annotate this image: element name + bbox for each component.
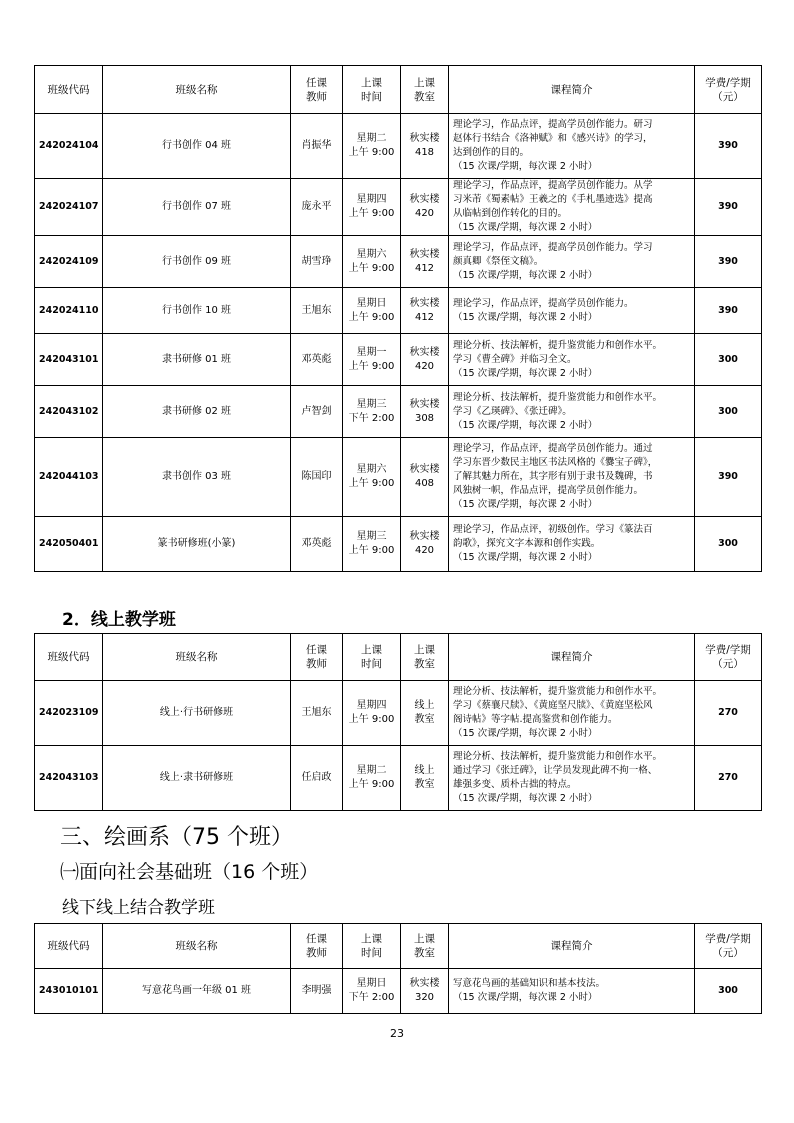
classroom: [401, 517, 449, 572]
class-time-line: 星期二: [356, 765, 387, 776]
class-time-line: 上午 9:00: [348, 262, 395, 274]
course-description-line: 理论学习，作品点评，提高学员创作能力。研习: [453, 119, 653, 130]
header-teacher-line: 教师: [306, 90, 327, 103]
classroom-line: 320: [414, 992, 435, 1003]
header-fee-line: （元）: [712, 947, 744, 959]
header-time: [343, 66, 401, 114]
class-time-line: 上午 9:00: [348, 478, 395, 489]
classroom: [401, 386, 449, 438]
classroom-line: 秋实楼: [409, 248, 440, 260]
class-code: 242043101: [35, 334, 103, 386]
tuition-fee: 390: [695, 236, 762, 288]
classroom-line: 420: [414, 208, 435, 219]
tuition-fee: 300: [695, 334, 762, 386]
course-description-line: 通过学习《张迁碑》，让学员发现此碑不拘一格、: [453, 765, 658, 776]
header-room-line: 上课: [414, 644, 435, 656]
header-teacher: [291, 66, 343, 114]
table-row: [35, 288, 762, 334]
class-name: 隶书创作 03 班: [103, 438, 291, 517]
tuition-fee: 390: [695, 288, 762, 334]
classroom: [401, 288, 449, 334]
teacher-name: 卢智剑: [291, 386, 343, 438]
class-code: 242044103: [35, 438, 103, 517]
header-fee-line: （元）: [712, 90, 744, 103]
header-time: [343, 924, 401, 969]
class-time: [343, 288, 401, 334]
header-code: 班级代码: [35, 634, 103, 681]
classroom-line: 秋实楼: [409, 346, 440, 358]
course-description-line: 理论分析、技法解析，提升鉴赏能力和创作水平。: [453, 339, 663, 351]
class-name: 写意花鸟画一年级 01 班: [103, 969, 291, 1014]
class-code: 242024109: [35, 236, 103, 288]
classroom: [401, 236, 449, 288]
class-time-line: 星期一: [356, 346, 387, 358]
teacher-name: 庞永平: [291, 179, 343, 236]
classroom: [401, 681, 449, 746]
course-description-line: 理论分析、技法解析，提升鉴赏能力和创作水平。: [453, 686, 663, 697]
header-room-line: 教室: [414, 947, 435, 959]
course-description: [449, 386, 695, 438]
course-description-line: 韵歌》，探究文字本源和创作实践。: [453, 538, 601, 549]
course-description-line: 雄强多变、质朴古拙的特点。: [453, 779, 577, 790]
course-description-line: 理论分析、技法解析，提升鉴赏能力和创作水平。: [453, 391, 663, 403]
class-time: [343, 517, 401, 572]
classroom-line: 教室: [414, 714, 435, 725]
course-description-line: 习米芾《蜀素帖》王羲之的《手札墨迹选》提高: [453, 194, 653, 205]
class-time-line: 下午 2:00: [348, 992, 395, 1003]
classroom-line: 秋实楼: [409, 297, 440, 309]
teacher-name: 李明强: [291, 969, 343, 1014]
tuition-fee: 300: [695, 517, 762, 572]
course-description-line: 理论学习，作品点评，提高学员创作能力。从学: [453, 180, 653, 191]
table-row: [35, 236, 762, 288]
classroom-line: 线上: [414, 700, 435, 711]
header-fee-line: （元）: [712, 658, 744, 670]
class-code: 242023109: [35, 681, 103, 746]
course-description: [449, 681, 695, 746]
header-name: 班级名称: [103, 66, 291, 114]
course-description-line: （15 次课/学期，每次课 2 小时）: [453, 311, 598, 323]
classroom: [401, 114, 449, 179]
course-description-line: （15 次课/学期，每次课 2 小时）: [453, 161, 598, 172]
class-code: 242024104: [35, 114, 103, 179]
course-description-line: 赵体行书结合《洛神赋》和《感兴诗》的学习，: [453, 133, 653, 144]
page-number: 23: [390, 1027, 404, 1040]
class-code: 242043102: [35, 386, 103, 438]
class-time-line: 星期三: [356, 398, 387, 410]
class-code: 242024107: [35, 179, 103, 236]
class-time-line: 星期四: [356, 194, 387, 205]
classroom-line: 教室: [414, 779, 435, 790]
table-row: [35, 334, 762, 386]
teacher-name: 胡雪琤: [291, 236, 343, 288]
header-time: [343, 634, 401, 681]
header-fee: [695, 634, 762, 681]
teacher-name: 邓英彪: [291, 334, 343, 386]
section-subtitle-blended: 线下线上结合教学班: [62, 898, 215, 918]
header-teacher: [291, 924, 343, 969]
course-description: [449, 334, 695, 386]
class-name: 行书创作 09 班: [103, 236, 291, 288]
classroom-line: 秋实楼: [409, 464, 440, 475]
header-name: 班级名称: [103, 634, 291, 681]
classroom-line: 秋实楼: [409, 978, 440, 989]
classroom-line: 412: [414, 262, 435, 274]
class-time-line: 下午 2:00: [348, 412, 395, 424]
course-description-line: 学习东晋少数民主地区书法风格的《爨宝子碑》，: [453, 457, 658, 468]
header-fee: [695, 66, 762, 114]
tuition-fee: 270: [695, 681, 762, 746]
teacher-name: 任启政: [291, 746, 343, 811]
class-time: [343, 334, 401, 386]
classroom-line: 秋实楼: [409, 531, 440, 542]
class-time-line: 上午 9:00: [348, 311, 395, 323]
header-time-line: 时间: [361, 947, 382, 959]
classroom-line: 线上: [414, 765, 435, 776]
table-row: [35, 438, 762, 517]
table-header-row: [35, 924, 762, 969]
course-table-offline: [34, 65, 762, 572]
classroom: [401, 334, 449, 386]
tuition-fee: 300: [695, 969, 762, 1014]
classroom-line: 308: [414, 412, 435, 424]
table-row: [35, 517, 762, 572]
course-description-line: （15 次课/学期，每次课 2 小时）: [453, 367, 598, 379]
header-room-line: 上课: [414, 933, 435, 945]
course-description-line: 写意花鸟画的基础知识和基本技法。: [453, 978, 606, 989]
course-description-line: （15 次课/学期，每次课 2 小时）: [453, 552, 598, 563]
classroom-line: 秋实楼: [409, 398, 440, 410]
class-code: 242050401: [35, 517, 103, 572]
course-description: [449, 288, 695, 334]
header-code: 班级代码: [35, 66, 103, 114]
class-code: 242043103: [35, 746, 103, 811]
course-table-online: [34, 633, 762, 811]
course-description-line: 理论学习，作品点评，初级创作。学习《篆法百: [453, 524, 653, 535]
classroom: [401, 179, 449, 236]
class-time-line: 星期三: [356, 531, 387, 542]
course-description-line: （15 次课/学期，每次课 2 小时）: [453, 419, 598, 431]
class-time: [343, 236, 401, 288]
course-description: [449, 517, 695, 572]
course-description: [449, 114, 695, 179]
course-description-line: （15 次课/学期，每次课 2 小时）: [453, 728, 598, 739]
classroom: [401, 969, 449, 1014]
header-room-line: 教室: [414, 658, 435, 670]
class-time: [343, 114, 401, 179]
class-time-line: 星期六: [356, 248, 387, 260]
class-time: [343, 681, 401, 746]
course-table-painting: [34, 923, 762, 1014]
course-description-line: （15 次课/学期，每次课 2 小时）: [453, 793, 598, 804]
course-description-line: 风独树一帜，作品点评，提高学员创作能力。: [453, 485, 644, 496]
header-fee-line: 学费/学期: [705, 933, 751, 945]
teacher-name: 邓英彪: [291, 517, 343, 572]
header-desc: 课程简介: [449, 66, 695, 114]
class-name: 行书创作 04 班: [103, 114, 291, 179]
table-row: [35, 681, 762, 746]
course-description-line: 颜真卿《祭侄文稿》。: [453, 255, 544, 267]
class-time-line: 上午 9:00: [348, 147, 395, 158]
course-description: [449, 236, 695, 288]
header-room-line: 上课: [414, 76, 435, 89]
course-description-line: 学习《蔡襄尺牍》、《黄庭坚尺牍》、《黄庭坚松风: [453, 700, 653, 711]
tuition-fee: 270: [695, 746, 762, 811]
header-time-line: 上课: [361, 76, 382, 89]
tuition-fee: 390: [695, 114, 762, 179]
header-teacher: [291, 634, 343, 681]
course-description-line: （15 次课/学期，每次课 2 小时）: [453, 222, 598, 233]
class-name: 篆书研修班(小篆): [103, 517, 291, 572]
class-code: 243010101: [35, 969, 103, 1014]
course-description-line: （15 次课/学期，每次课 2 小时）: [453, 269, 598, 281]
header-time-line: 时间: [361, 90, 382, 103]
class-time: [343, 438, 401, 517]
course-description-line: 理论学习，作品点评，提高学员创作能力。通过: [453, 443, 653, 454]
course-description: [449, 969, 695, 1014]
header-fee-line: 学费/学期: [705, 644, 751, 656]
header-name: 班级名称: [103, 924, 291, 969]
course-description: [449, 746, 695, 811]
classroom-line: 408: [414, 478, 435, 489]
course-description: [449, 438, 695, 517]
section-title-painting: 三、绘画系（75 个班）: [60, 825, 293, 850]
class-time-line: 星期二: [356, 133, 387, 144]
table-row: [35, 969, 762, 1014]
class-code: 242024110: [35, 288, 103, 334]
course-description-line: 达到创作的目的。: [453, 147, 530, 158]
class-time: [343, 179, 401, 236]
class-name: 行书创作 10 班: [103, 288, 291, 334]
class-time-line: 上午 9:00: [348, 714, 395, 725]
classroom-line: 418: [414, 147, 435, 158]
header-teacher-line: 教师: [306, 658, 327, 670]
classroom-line: 秋实楼: [409, 133, 440, 144]
header-teacher-line: 任课: [306, 644, 327, 656]
course-description-line: 学习《乙瑛碑》、《张迁碑》。: [453, 405, 572, 417]
class-name: 隶书研修 02 班: [103, 386, 291, 438]
classroom-line: 412: [414, 311, 435, 323]
header-time-line: 上课: [361, 644, 382, 656]
class-time-line: 上午 9:00: [348, 545, 395, 556]
header-time-line: 上课: [361, 933, 382, 945]
header-teacher-line: 任课: [306, 76, 327, 89]
course-description-line: （15 次课/学期，每次课 2 小时）: [453, 992, 598, 1003]
course-description-line: 学习《曹全碑》并临习全文。: [453, 353, 577, 365]
class-time-line: 星期四: [356, 700, 387, 711]
table-header-row: [35, 66, 762, 114]
tuition-fee: 390: [695, 438, 762, 517]
header-time-line: 时间: [361, 658, 382, 670]
class-name: 线上·隶书研修班: [103, 746, 291, 811]
course-description-line: （15 次课/学期，每次课 2 小时）: [453, 499, 598, 510]
class-time: [343, 969, 401, 1014]
class-time-line: 上午 9:00: [348, 779, 395, 790]
class-time-line: 上午 9:00: [348, 208, 395, 219]
course-description-line: 理论学习，作品点评，提高学员创作能力。学习: [453, 241, 653, 253]
class-time-line: 星期六: [356, 464, 387, 475]
table-row: [35, 386, 762, 438]
table-header-row: [35, 634, 762, 681]
tuition-fee: 390: [695, 179, 762, 236]
teacher-name: 陈国印: [291, 438, 343, 517]
section-subtitle-basic: ㈠面向社会基础班（16 个班）: [60, 861, 319, 883]
classroom: [401, 438, 449, 517]
header-fee-line: 学费/学期: [705, 76, 751, 89]
header-teacher-line: 教师: [306, 947, 327, 959]
teacher-name: 王旭东: [291, 288, 343, 334]
header-room: [401, 634, 449, 681]
class-name: 线上·行书研修班: [103, 681, 291, 746]
course-description-line: 了解其魅力所在，其字形有别于隶书及魏碑，书: [453, 471, 653, 482]
course-description: [449, 179, 695, 236]
classroom-line: 420: [414, 360, 435, 372]
class-name: 隶书研修 01 班: [103, 334, 291, 386]
table-row: [35, 179, 762, 236]
header-fee: [695, 924, 762, 969]
header-room-line: 教室: [414, 90, 435, 103]
course-description-line: 理论学习，作品点评，提高学员创作能力。: [453, 297, 634, 309]
course-description-line: 从临帖到创作转化的目的。: [453, 208, 568, 219]
classroom-line: 420: [414, 545, 435, 556]
section-title-online: 2．线上教学班: [62, 610, 176, 630]
course-description-line: 阁诗帖》等字帖.提高鉴赏和创作能力。: [453, 714, 618, 725]
class-time-line: 上午 9:00: [348, 360, 395, 372]
classroom-line: 秋实楼: [409, 194, 440, 205]
classroom: [401, 746, 449, 811]
table-row: [35, 114, 762, 179]
header-teacher-line: 任课: [306, 933, 327, 945]
class-name: 行书创作 07 班: [103, 179, 291, 236]
tuition-fee: 300: [695, 386, 762, 438]
header-room: [401, 66, 449, 114]
class-time: [343, 746, 401, 811]
teacher-name: 王旭东: [291, 681, 343, 746]
header-desc: 课程简介: [449, 924, 695, 969]
header-desc: 课程简介: [449, 634, 695, 681]
class-time-line: 星期日: [356, 978, 387, 989]
class-time: [343, 386, 401, 438]
teacher-name: 肖振华: [291, 114, 343, 179]
header-room: [401, 924, 449, 969]
table-row: [35, 746, 762, 811]
class-time-line: 星期日: [356, 297, 387, 309]
course-description-line: 理论分析、技法解析，提升鉴赏能力和创作水平。: [453, 751, 663, 762]
header-code: 班级代码: [35, 924, 103, 969]
